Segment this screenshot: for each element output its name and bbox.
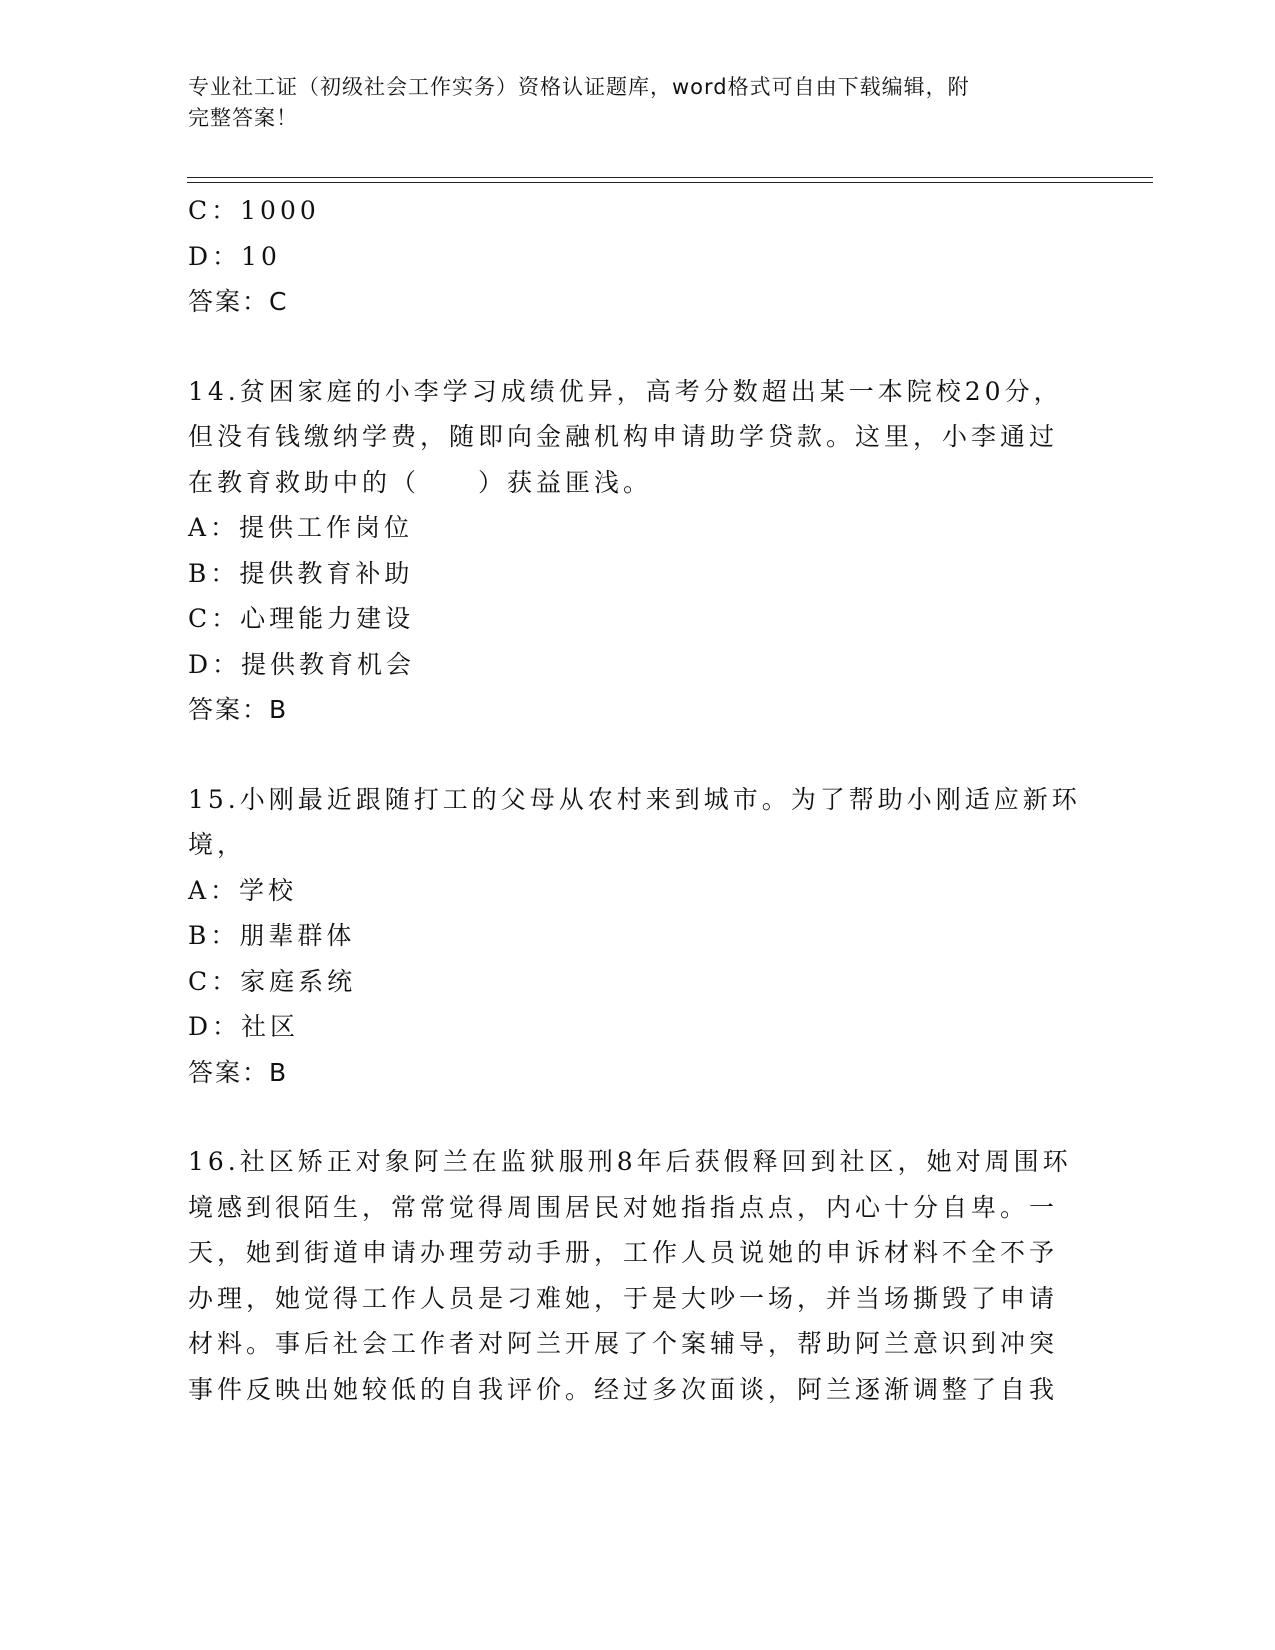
option-c: C：1000 xyxy=(188,196,320,225)
header-line-1: 专业社工证（初级社会工作实务）资格认证题库，word格式可自由下载编辑，附 xyxy=(188,75,970,99)
question-text-line: 15.小刚最近跟随打工的父母从农村来到城市。为了帮助小刚适应新环 xyxy=(188,784,1081,814)
question-15 xyxy=(188,777,1088,1096)
question-text-line: 办理，她觉得工作人员是刁难她，于是大吵一场，并当场撕毁了申请 xyxy=(188,1283,1059,1313)
question-text-line: 在教育救助中的（ ）获益匪浅。 xyxy=(188,467,653,497)
question-text-line: 材料。事后社会工作者对阿兰开展了个案辅导，帮助阿兰意识到冲突 xyxy=(188,1329,1059,1358)
option-b: B：朋辈群体 xyxy=(188,921,356,950)
option-a: A：提供工作岗位 xyxy=(188,513,414,542)
answer-line: 答案：C xyxy=(188,287,289,316)
option-d: D：提供教育机会 xyxy=(188,649,416,679)
option-d: D：10 xyxy=(188,241,281,271)
question-text-line: 境感到很陌生，常常觉得周围居民对她指指点点，内心十分自卑。一 xyxy=(188,1192,1059,1222)
option-a: A：学校 xyxy=(188,875,298,905)
question-16 xyxy=(188,1139,1088,1412)
question-text-line: 事件反映出她较低的自我评价。经过多次面谈，阿兰逐渐调整了自我 xyxy=(188,1374,1059,1404)
header-line-2: 完整答案！ xyxy=(188,106,298,130)
page-header xyxy=(188,72,1088,134)
question-text-line: 天，她到街道申请办理劳动手册，工作人员说她的申诉材料不全不予 xyxy=(188,1238,1059,1267)
option-c: C：心理能力建设 xyxy=(188,604,415,633)
document-body xyxy=(188,188,1088,1412)
answer-line: 答案：B xyxy=(188,1057,289,1087)
option-c: C：家庭系统 xyxy=(188,966,357,996)
question-text-line: 但没有钱缴纳学费，随即向金融机构申请助学贷款。这里，小李通过 xyxy=(188,422,1059,451)
header-divider-top xyxy=(187,177,1153,178)
answer-line: 答案：B xyxy=(188,695,289,724)
previous-question-tail xyxy=(188,188,1088,325)
question-text-line: 14.贫困家庭的小李学习成绩优异，高考分数超出某一本院校20分， xyxy=(188,376,1063,406)
option-d: D：社区 xyxy=(188,1012,300,1041)
option-b: B：提供教育补助 xyxy=(188,558,414,588)
question-text-line: 境， xyxy=(188,830,247,859)
question-text-line: 16.社区矫正对象阿兰在监狱服刑8年后获假释回到社区，她对周围环 xyxy=(188,1147,1072,1176)
question-14 xyxy=(188,369,1088,733)
header-divider-bottom xyxy=(187,182,1153,183)
